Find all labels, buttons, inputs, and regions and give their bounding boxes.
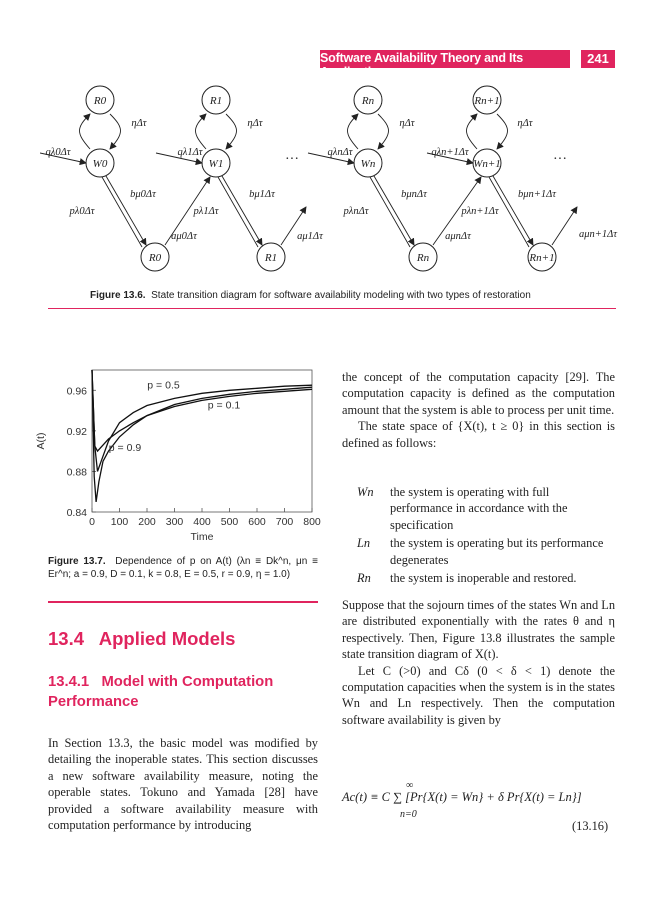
page-number: 241	[581, 50, 615, 68]
equation-sum-upper: ∞	[406, 780, 414, 791]
right-para-2: The state space of {X(t), t ≥ 0} in this section is defined as follows:	[342, 419, 615, 450]
state-label-mid: Wn+1	[473, 158, 501, 170]
ellipsis: ···	[285, 152, 299, 167]
y-axis-label: A(t)	[35, 432, 47, 450]
definition-key: Ln	[357, 536, 371, 551]
x-tick-label: 400	[193, 516, 211, 528]
series-annotation: p = 0.5	[147, 379, 180, 392]
ellipsis: ···	[553, 152, 567, 167]
transition-arrow	[493, 176, 533, 245]
rate-label: pλ0Δτ	[69, 206, 95, 217]
rate-label: aμ0Δτ	[171, 231, 197, 242]
x-tick-label: 700	[275, 516, 294, 528]
y-tick-label: 0.92	[66, 425, 87, 438]
state-label-top: R0	[93, 95, 107, 107]
definition-row	[357, 570, 615, 586]
rate-label: qλ0Δτ	[45, 147, 71, 158]
state-label-mid: Wn	[360, 158, 376, 170]
transition-line	[102, 177, 142, 247]
rate-label: ηΔτ	[131, 118, 147, 129]
transition-arrow	[467, 114, 478, 149]
right-para-4: Let C (>0) and Cδ (0 < δ < 1) denote the computation capacities when the system is in the states Wn and Ln respectively. Then the computation software availability is given by	[342, 663, 615, 727]
transition-arrow	[378, 114, 389, 149]
state-label-bottom: Rn	[416, 252, 430, 264]
x-tick-label: 200	[138, 516, 156, 528]
figure-13-6-caption	[90, 290, 531, 301]
subsection-heading-line1: 13.4.1 Model with Computation	[48, 674, 274, 690]
series-annotation: p = 0.1	[207, 399, 241, 412]
rate-label: ηΔτ	[517, 118, 533, 129]
left-paragraph: In Section 13.3, the basic model was modified by detailing the inoperable states. This section discusses a new software availability measure, noting the operable states. Tokuno and Yamada [28] have provided a software availability measure with computation performance by introducing	[48, 736, 318, 833]
transition-line	[218, 177, 258, 247]
y-tick-label: 0.88	[66, 466, 87, 479]
transition-arrow	[196, 114, 207, 149]
running-header-bar	[320, 50, 570, 79]
transition-arrow	[552, 207, 577, 245]
rate-label: bμn+1Δτ	[517, 189, 557, 200]
definition-row	[357, 535, 615, 568]
figure-divider	[48, 308, 616, 309]
transition-arrow	[110, 114, 121, 149]
state-label-mid: W1	[208, 158, 224, 170]
rate-label: bμ0Δτ	[130, 189, 156, 200]
right-column-top	[342, 369, 615, 451]
figure-13-7-label: Figure 13.7.	[48, 556, 106, 567]
rate-label: aμnΔτ	[445, 231, 471, 242]
definition-value: the system is inoperable and restored.	[390, 571, 577, 586]
series-line-09	[92, 370, 312, 502]
figure-13-7-text: Dependence of p on A(t) (λn ≡ Dk^n, μn ≡ Er^n; a = 0.9, D = 0.1, k = 0.8, E = 0.5, r = 0.9, η = 1.0)	[48, 556, 318, 580]
x-tick-label: 600	[248, 516, 266, 528]
rate-label: pλnΔτ	[343, 206, 369, 217]
x-tick-label: 800	[303, 516, 321, 528]
figure-13-6-label: Figure 13.6.	[90, 290, 146, 301]
x-axis-label: Time	[190, 531, 214, 543]
state-definitions	[357, 484, 615, 588]
x-tick-label: 500	[220, 516, 239, 528]
right-column-bottom	[342, 597, 615, 728]
rate-label: qλn+1Δτ	[431, 147, 469, 158]
rate-label: bμnΔτ	[401, 189, 427, 200]
transition-line	[370, 177, 410, 247]
right-para-3: Suppose that the sojourn times of the states Wn and Ln are distributed exponentially with the rates θ and η respectively. Then, Figure 13.8 illustrates the sample state transition diagram of X(t).	[342, 598, 616, 662]
rate-label: ηΔτ	[247, 118, 263, 129]
right-para-1: the concept of the computation capacity [29]. The computation capacity is defined as the computation amount that the system is able to process per unit time.	[342, 370, 615, 417]
definition-value: the system is operating with full performance in accordance with the specification	[390, 485, 568, 532]
running-title: Software Availability Theory and Its Applications	[320, 51, 524, 79]
figure-13-6-text: State transition diagram for software availability modeling with two types of restoration	[151, 290, 531, 301]
equation-number: (13.16)	[572, 819, 609, 833]
transition-arrow	[348, 114, 359, 149]
transition-arrow	[80, 114, 91, 149]
subsection-heading	[48, 672, 273, 712]
state-transition-diagram	[40, 78, 640, 278]
rate-label: qλnΔτ	[327, 147, 353, 158]
state-label-top: Rn+1	[474, 95, 500, 107]
availability-chart	[30, 360, 330, 555]
rate-label: bμ1Δτ	[249, 189, 275, 200]
series-annotation: p = 0.9	[108, 442, 142, 455]
equation-body: Ac(t) ≡ C ∑ [Pr{X(t) = Wn} + δ Pr{X(t) = Ln}]	[342, 790, 582, 804]
state-label-top: R1	[209, 95, 223, 107]
state-label-top: Rn	[361, 95, 375, 107]
y-tick-label: 0.96	[66, 385, 87, 398]
x-tick-label: 300	[165, 516, 184, 528]
state-label-bottom: R0	[148, 252, 162, 264]
transition-arrow	[106, 176, 146, 245]
rate-label: pλn+1Δτ	[461, 206, 499, 217]
section-heading: 13.4 Applied Models	[48, 628, 236, 649]
x-tick-label: 100	[110, 516, 129, 528]
left-column-paragraph	[48, 735, 318, 833]
transition-arrow	[226, 114, 237, 149]
transition-arrow	[497, 114, 508, 149]
state-label-bottom: Rn+1	[529, 252, 555, 264]
definition-key: Rn	[357, 571, 371, 586]
left-column-rule	[48, 601, 318, 603]
equation-sum-lower: n=0	[400, 809, 417, 820]
series-line-05	[92, 370, 312, 471]
rate-label: qλ1Δτ	[177, 147, 203, 158]
x-tick-label: 0	[89, 516, 95, 528]
y-tick-label: 0.84	[66, 507, 87, 519]
rate-label: pλ1Δτ	[193, 206, 219, 217]
definition-key: Wn	[357, 485, 374, 499]
rate-label: ηΔτ	[399, 118, 415, 129]
state-label-bottom: R1	[264, 252, 278, 264]
state-label-mid: W0	[92, 158, 108, 170]
transition-arrow	[374, 176, 414, 245]
series-line-01	[92, 370, 312, 451]
figure-13-7-caption	[48, 555, 318, 581]
rate-label: aμn+1Δτ	[578, 229, 618, 240]
definition-value: the system is operating but its performance degenerates	[390, 536, 604, 567]
transition-arrow	[222, 176, 262, 245]
definition-row	[357, 484, 615, 533]
rate-label: aμ1Δτ	[297, 231, 323, 242]
subsection-heading-line2: Performance	[48, 694, 139, 710]
